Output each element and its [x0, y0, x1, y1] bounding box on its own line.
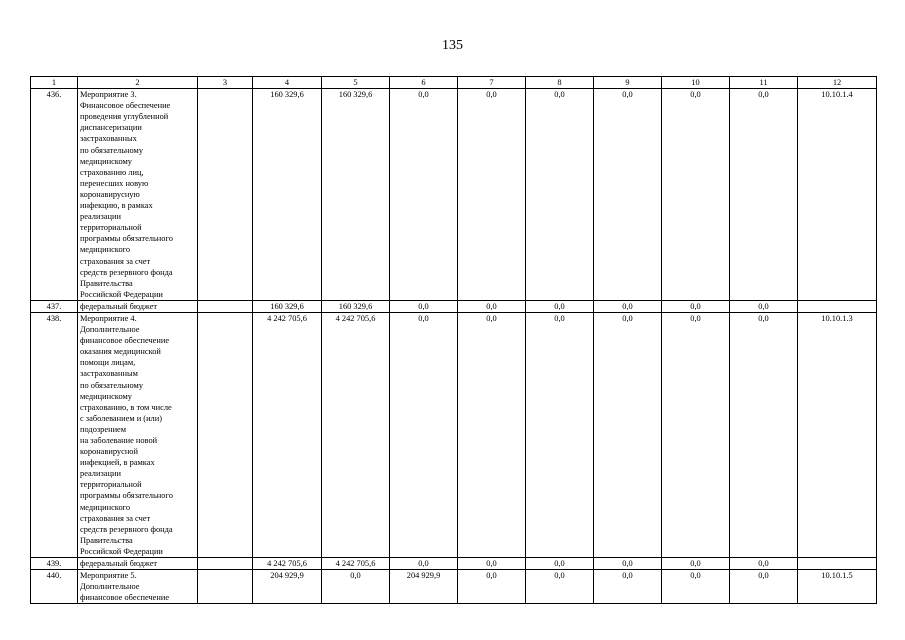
- row-number-cell: 439.: [31, 558, 78, 570]
- value-cell-c8: 0,0: [526, 312, 594, 557]
- table-row: [31, 300, 877, 312]
- description-line: по обязательному: [80, 145, 144, 155]
- value-cell-c4: 4 242 705,6: [253, 558, 322, 570]
- description-line: инфекцию, в рамках: [80, 201, 153, 211]
- column-header: 2: [78, 77, 198, 89]
- column-header: 3: [198, 77, 253, 89]
- description-line: оказания медицинской: [80, 347, 161, 357]
- value-cell-c5: 160 329,6: [322, 89, 390, 301]
- description-line: федеральный бюджет: [80, 301, 158, 311]
- description-line: Мероприятие 3.: [80, 90, 137, 100]
- value-cell-c6: 0,0: [390, 89, 458, 301]
- value-cell-c5: 0,0: [322, 570, 390, 604]
- value-cell-c4: 204 929,9: [253, 570, 322, 604]
- value-cell-c3: [198, 570, 253, 604]
- description-line: страхования за счет: [80, 513, 151, 523]
- value-cell-c11: 0,0: [730, 312, 798, 557]
- value-cell-c7: 0,0: [458, 558, 526, 570]
- description-line: страхованию, в том числе: [80, 402, 172, 412]
- value-cell-c9: 0,0: [594, 570, 662, 604]
- row-number-cell: 440.: [31, 570, 78, 604]
- description-line: Мероприятие 5.: [80, 571, 137, 581]
- description-line: диспансеризации: [80, 123, 142, 133]
- value-cell-c8: 0,0: [526, 300, 594, 312]
- description-line: Дополнительное: [80, 325, 140, 335]
- description-line: инфекцией, в рамках: [80, 458, 155, 468]
- value-cell-c10: 0,0: [662, 558, 730, 570]
- description-line: проведения углубленной: [80, 112, 169, 122]
- value-cell-c10: 0,0: [662, 89, 730, 301]
- description-line: Мероприятие 4.: [80, 313, 137, 323]
- budget-table: [30, 76, 877, 604]
- description-line: Российской Федерации: [80, 289, 163, 299]
- value-cell-c6: 0,0: [390, 300, 458, 312]
- description-line: по обязательному: [80, 380, 144, 390]
- description-line: медицинскому: [80, 391, 132, 401]
- description-line: с заболеванием и (или): [80, 413, 163, 423]
- description-line: программы обязательного: [80, 234, 173, 244]
- description-line: застрахованным: [80, 369, 138, 379]
- row-number-cell: 436.: [31, 89, 78, 301]
- column-header: 7: [458, 77, 526, 89]
- row-number-cell: 437.: [31, 300, 78, 312]
- value-cell-c5: 160 329,6: [322, 300, 390, 312]
- value-cell-c6: 0,0: [390, 558, 458, 570]
- value-cell-c12: 10.10.1.4: [798, 89, 877, 301]
- value-cell-c7: 0,0: [458, 312, 526, 557]
- column-header: 6: [390, 77, 458, 89]
- table-row: [31, 89, 877, 301]
- table-row: [31, 570, 877, 604]
- value-cell-c4: 160 329,6: [253, 89, 322, 301]
- description-cell: [78, 570, 198, 604]
- description-line: застрахованных: [80, 134, 137, 144]
- table-row: [31, 558, 877, 570]
- description-line: Дополнительное: [80, 582, 140, 592]
- description-cell: [78, 300, 198, 312]
- description-line: реализации: [80, 212, 121, 222]
- column-header: 12: [798, 77, 877, 89]
- value-cell-c8: 0,0: [526, 558, 594, 570]
- description-line: медицинского: [80, 245, 131, 255]
- value-cell-c12: 10.10.1.3: [798, 312, 877, 557]
- description-line: реализации: [80, 469, 121, 479]
- value-cell-c6: 0,0: [390, 312, 458, 557]
- description-line: финансовое обеспечение: [80, 593, 170, 603]
- value-cell-c7: 0,0: [458, 570, 526, 604]
- value-cell-c7: 0,0: [458, 300, 526, 312]
- description-line: программы обязательного: [80, 491, 173, 501]
- description-line: финансовое обеспечение: [80, 336, 170, 346]
- row-number-cell: 438.: [31, 312, 78, 557]
- description-line: Правительства: [80, 278, 133, 288]
- description-line: Российской Федерации: [80, 546, 163, 556]
- value-cell-c11: 0,0: [730, 89, 798, 301]
- page-number: 135: [442, 38, 463, 53]
- description-line: страхованию лиц,: [80, 167, 144, 177]
- value-cell-c5: 4 242 705,6: [322, 558, 390, 570]
- description-line: медицинскому: [80, 156, 132, 166]
- value-cell-c3: [198, 558, 253, 570]
- column-header: 10: [662, 77, 730, 89]
- description-line: Правительства: [80, 535, 133, 545]
- header-row: [31, 77, 877, 89]
- column-header: 9: [594, 77, 662, 89]
- value-cell-c4: 160 329,6: [253, 300, 322, 312]
- value-cell-c11: 0,0: [730, 300, 798, 312]
- description-line: помощи лицам,: [80, 358, 136, 368]
- description-cell: [78, 558, 198, 570]
- column-header: 4: [253, 77, 322, 89]
- description-cell: [78, 89, 198, 301]
- description-line: коронавирусную: [80, 189, 140, 199]
- value-cell-c10: 0,0: [662, 312, 730, 557]
- value-cell-c7: 0,0: [458, 89, 526, 301]
- value-cell-c9: 0,0: [594, 558, 662, 570]
- description-line: Финансовое обеспечение: [80, 101, 171, 111]
- table-body: [31, 77, 877, 604]
- description-line: средств резервного фонда: [80, 524, 173, 534]
- description-line: страхования за счет: [80, 256, 151, 266]
- description-cell: [78, 312, 198, 557]
- value-cell-c11: 0,0: [730, 558, 798, 570]
- column-header: 1: [31, 77, 78, 89]
- value-cell-c6: 204 929,9: [390, 570, 458, 604]
- description-line: территориальной: [80, 223, 142, 233]
- column-header: 5: [322, 77, 390, 89]
- value-cell-c3: [198, 89, 253, 301]
- value-cell-c5: 4 242 705,6: [322, 312, 390, 557]
- value-cell-c9: 0,0: [594, 300, 662, 312]
- description-line: федеральный бюджет: [80, 559, 158, 569]
- description-line: подозрением: [80, 424, 127, 434]
- description-line: средств резервного фонда: [80, 267, 173, 277]
- value-cell-c10: 0,0: [662, 300, 730, 312]
- description-line: территориальной: [80, 480, 142, 490]
- value-cell-c12: [798, 558, 877, 570]
- value-cell-c12: [798, 300, 877, 312]
- table-row: [31, 312, 877, 557]
- value-cell-c3: [198, 300, 253, 312]
- description-line: коронавирусной: [80, 447, 138, 457]
- description-line: на заболевание новой: [80, 436, 158, 445]
- description-line: медицинского: [80, 502, 131, 512]
- value-cell-c9: 0,0: [594, 89, 662, 301]
- value-cell-c9: 0,0: [594, 312, 662, 557]
- value-cell-c8: 0,0: [526, 570, 594, 604]
- value-cell-c4: 4 242 705,6: [253, 312, 322, 557]
- value-cell-c10: 0,0: [662, 570, 730, 604]
- description-line: перенесших новую: [80, 178, 149, 188]
- value-cell-c8: 0,0: [526, 89, 594, 301]
- value-cell-c11: 0,0: [730, 570, 798, 604]
- value-cell-c3: [198, 312, 253, 557]
- value-cell-c12: 10.10.1.5: [798, 570, 877, 604]
- column-header: 11: [730, 77, 798, 89]
- column-header: 8: [526, 77, 594, 89]
